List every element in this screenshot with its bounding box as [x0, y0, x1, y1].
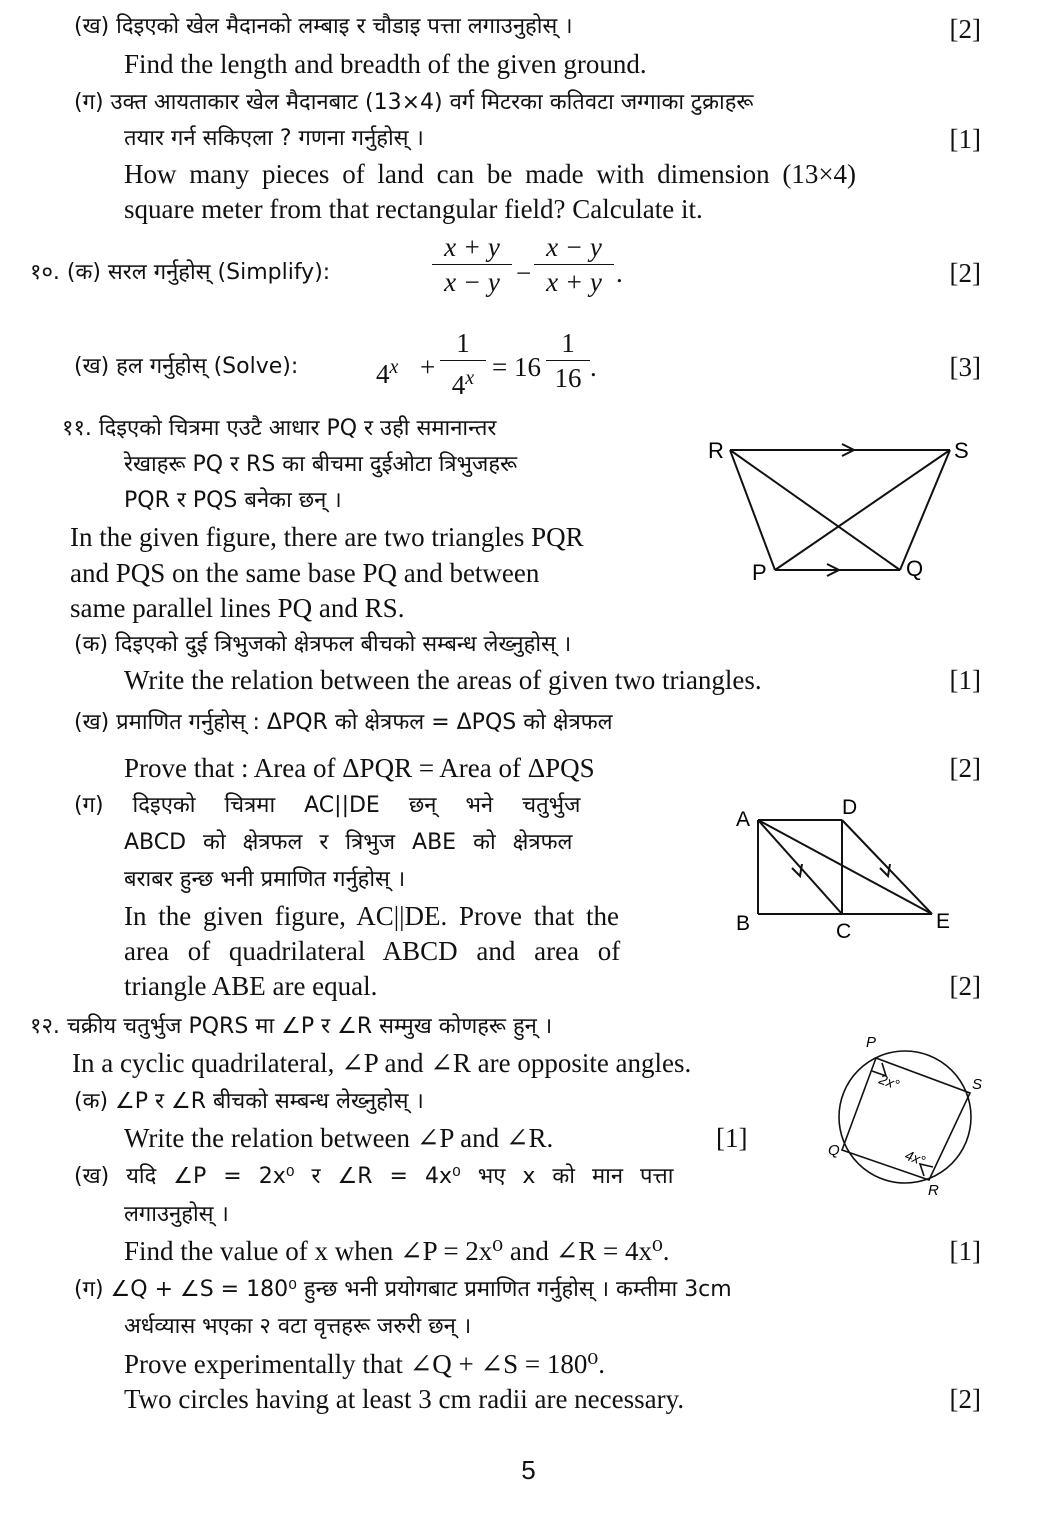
line-rp: [730, 450, 775, 570]
line-ae: [758, 820, 932, 914]
q12-ga-marks: [2]: [949, 1384, 981, 1414]
q10-fraction-1: [432, 230, 512, 299]
label-b: B: [736, 912, 751, 935]
q11-ga-nepali-1: (ग) दिइएको चित्रमा AC||DE छन् भने चतुर्भुज: [74, 793, 581, 818]
q10-kha-exponent: x: [389, 356, 399, 378]
q10-ka-marks: [2]: [949, 258, 981, 288]
q12-ga-nepali-1: (ग) ∠Q + ∠S = 180⁰ हुन्छ भनी प्रयोगबाट प्रमाणित गर्नुहोस् । कम्तीमा 3cm: [74, 1277, 732, 1302]
q10-minus: −: [516, 258, 532, 288]
q12-ka-nepali: (क) ∠P र ∠R बीचको सम्बन्ध लेख्नुहोस् ।: [74, 1089, 424, 1114]
q12-english: In a cyclic quadrilateral, ∠P and ∠R are opposite angles.: [72, 1048, 692, 1078]
angle-p-label: 2x°: [876, 1070, 902, 1093]
label-s: S: [954, 438, 969, 463]
angle-r-label: 4x°: [902, 1146, 928, 1169]
q10-ka-label: १०. (क) सरल गर्नुहोस् (Simplify):: [30, 260, 331, 285]
q10-kha-label: (ख) हल गर्नुहोस् (Solve):: [74, 354, 299, 379]
q11-english-2: and PQS on the same base PQ and between: [70, 558, 540, 588]
q10-ka-dot: .: [616, 258, 623, 288]
line-ac: [758, 820, 842, 914]
triangles-figure: [700, 430, 990, 590]
label-p: P: [866, 1034, 877, 1051]
q11-ga-english-1: In the given figure, AC||DE. Prove that the: [124, 901, 619, 931]
label-s: S: [972, 1076, 983, 1093]
q12-nepali: १२. चक्रीय चतुर्भुज PQRS मा ∠P र ∠R सम्मुख कोणहरू हुन् ।: [30, 1014, 553, 1039]
q9-kha-english: Find the length and breadth of the given ground.: [124, 49, 647, 79]
label-c: C: [836, 920, 852, 943]
q10-kha-den-exponent: x: [465, 367, 475, 389]
q11-ga-nepali-2: ABCD को क्षेत्रफल र त्रिभुज ABE को क्षेत्रफल: [124, 830, 573, 855]
q11-nepali-3: PQR र PQS बनेका छन् ।: [124, 488, 342, 513]
q11-english-3: same parallel lines PQ and RS.: [70, 593, 405, 623]
circle: [839, 1051, 971, 1183]
q11-ga-english-2: area of quadrilateral ABCD and area of: [124, 936, 621, 966]
q10-fraction-2-denominator: x + y: [546, 267, 602, 297]
q12-kha-marks: [1]: [949, 1236, 981, 1266]
q10-kha-den-base: 4: [451, 370, 466, 400]
q11-ga-nepali-3: बराबर हुन्छ भनी प्रमाणित गर्नुहोस् ।: [124, 867, 406, 892]
q10-kha-fraction-denominator: [440, 361, 486, 402]
q10-kha-dot: .: [590, 352, 597, 382]
q11-kha-marks: [2]: [949, 753, 981, 783]
q9-ga-nepali-2: तयार गर्न सकिएला ? गणना गर्नुहोस् ।: [124, 126, 424, 151]
q11-nepali-1: ११. दिइएको चित्रमा एउटै आधार PQ र उही समानान्तर: [62, 416, 497, 441]
q10-kha-right-denominator: 16: [554, 363, 582, 393]
q9-ga-english-1: How many pieces of land can be made with dimension (13×4): [124, 159, 857, 189]
q10-kha-fraction: [440, 326, 486, 402]
q11-ga-english-3: triangle ABE are equal.: [124, 971, 378, 1001]
q10-kha-term1: [376, 350, 398, 391]
label-p: P: [752, 560, 767, 585]
q10-kha-right-numerator: 1: [546, 326, 590, 361]
label-a: A: [736, 808, 751, 831]
q10-kha-fraction-numerator: 1: [440, 326, 486, 361]
q9-ga-nepali-1: (ग) उक्त आयताकार खेल मैदानबाट (13×4) वर्ग मिटरका कतिवटा जग्गाका टुक्राहरू: [74, 90, 754, 115]
q10-kha-equals: = 16: [492, 352, 541, 382]
q9-ga-english-2: square meter from that rectangular field? Calculate it.: [124, 194, 703, 224]
q11-ka-nepali: (क) दिइएको दुई त्रिभुजको क्षेत्रफल बीचको सम्बन्ध लेख्नुहोस् ।: [74, 632, 572, 657]
q12-ga-english-2: Two circles having at least 3 cm radii are necessary.: [124, 1384, 685, 1414]
q11-nepali-2: रेखाहरू PQ र RS का बीचमा दुईओटा त्रिभुजहरू: [124, 452, 518, 477]
q11-ka-marks: [1]: [949, 665, 981, 695]
q12-kha-english: Find the value of x when ∠P = 2x⁰ and ∠R = 4x⁰.: [124, 1236, 670, 1266]
label-e: E: [936, 910, 951, 933]
page-number: 5: [521, 1455, 536, 1485]
q12-ga-nepali-2: अर्धव्यास भएका २ वटा वृत्तहरू जरुरी छन् ।: [124, 1314, 472, 1339]
q12-ga-english-1: Prove experimentally that ∠Q + ∠S = 180⁰.: [124, 1349, 605, 1379]
q11-kha-english: Prove that : Area of ΔPQR = Area of ΔPQS: [124, 753, 595, 783]
line-rq: [730, 450, 900, 570]
q10-kha-base: 4: [376, 359, 390, 389]
q10-kha-plus: +: [420, 352, 436, 382]
q9-kha-marks: [2]: [949, 14, 981, 44]
q10-fraction-2-numerator: x − y: [534, 230, 614, 265]
label-d: D: [842, 796, 858, 819]
q10-fraction-1-numerator: x + y: [432, 230, 512, 265]
q12-ka-english: Write the relation between ∠P and ∠R.: [124, 1123, 554, 1153]
line-de: [842, 820, 932, 914]
line-ps: [775, 450, 950, 570]
q10-fraction-1-denominator: x − y: [444, 267, 500, 297]
q12-ka-marks: [1]: [716, 1123, 748, 1153]
cyclic-quadrilateral-figure: [820, 1025, 1000, 1205]
label-r: R: [708, 438, 724, 463]
q11-ga-marks: [2]: [949, 971, 981, 1001]
q11-english-1: In the given figure, there are two triangles PQR: [70, 522, 584, 552]
label-r: R: [928, 1182, 939, 1199]
label-q: Q: [906, 556, 924, 581]
q10-fraction-2: [534, 230, 614, 299]
q9-ga-marks: [1]: [949, 124, 981, 154]
q12-kha-nepali-1: (ख) यदि ∠P = 2x⁰ र ∠R = 4x⁰ भए x को मान पत्ता: [74, 1164, 674, 1189]
arrow-ac: [792, 864, 802, 876]
q10-kha-right-fraction: [546, 326, 590, 395]
q11-kha-nepali: (ख) प्रमाणित गर्नुहोस् : ΔPQR को क्षेत्रफल = ΔPQS को क्षेत्रफल: [74, 710, 613, 735]
q9-kha-nepali: (ख) दिइएको खेल मैदानको लम्बाइ र चौडाइ पत्ता लगाउनुहोस् ।: [74, 14, 573, 39]
q10-kha-marks: [3]: [949, 352, 981, 382]
quadrilateral-figure: [730, 792, 960, 952]
q11-ka-english: Write the relation between the areas of given two triangles.: [124, 665, 762, 695]
q12-kha-nepali-2: लगाउनुहोस् ।: [124, 1202, 229, 1227]
label-q: Q: [828, 1142, 840, 1159]
